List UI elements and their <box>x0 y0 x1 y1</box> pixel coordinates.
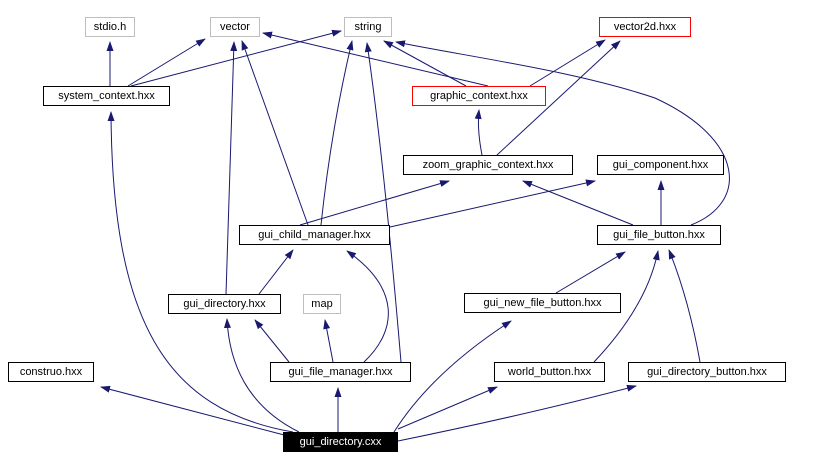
edge-gui_new_file_button.hxx-to-gui_file_button.hxx <box>556 252 625 293</box>
node-gui_file_manager.hxx[interactable]: gui_file_manager.hxx <box>270 362 411 382</box>
node-stdio.h: stdio.h <box>85 17 135 37</box>
node-zoom_graphic_context.hxx[interactable]: zoom_graphic_context.hxx <box>403 155 573 175</box>
edge-gui_directory.cxx-to-system_context.hxx <box>111 112 293 432</box>
node-gui_file_button.hxx[interactable]: gui_file_button.hxx <box>597 225 721 245</box>
node-graphic_context.hxx[interactable]: graphic_context.hxx <box>412 86 546 106</box>
node-world_button.hxx[interactable]: world_button.hxx <box>494 362 605 382</box>
edge-gui_child_manager.hxx-to-vector <box>242 41 308 225</box>
edge-gui_child_manager.hxx-to-gui_component.hxx <box>390 181 595 227</box>
node-gui_child_manager.hxx[interactable]: gui_child_manager.hxx <box>239 225 390 245</box>
node-gui_new_file_button.hxx[interactable]: gui_new_file_button.hxx <box>464 293 621 313</box>
edge-gui_directory.hxx-to-gui_child_manager.hxx <box>259 250 293 294</box>
node-construo.hxx[interactable]: construo.hxx <box>8 362 94 382</box>
node-system_context.hxx[interactable]: system_context.hxx <box>43 86 170 106</box>
node-string: string <box>344 17 392 37</box>
edge-gui_child_manager.hxx-to-string <box>321 41 352 225</box>
edge-gui_file_manager.hxx-to-map <box>325 320 333 362</box>
edge-gui_file_button.hxx-to-string <box>396 42 729 225</box>
edge-graphic_context.hxx-to-vector2d.hxx <box>530 40 605 86</box>
node-gui_directory.cxx: gui_directory.cxx <box>283 432 398 452</box>
edge-system_context.hxx-to-string <box>131 31 341 86</box>
edge-system_context.hxx-to-vector <box>128 39 205 86</box>
edge-gui_directory_button.hxx-to-gui_file_button.hxx <box>669 250 700 362</box>
node-gui_directory_button.hxx[interactable]: gui_directory_button.hxx <box>628 362 786 382</box>
edge-graphic_context.hxx-to-vector <box>263 33 488 86</box>
edge-zoom_graphic_context.hxx-to-graphic_context.hxx <box>478 110 482 155</box>
edge-gui_file_manager.hxx-to-string <box>367 43 401 362</box>
edge-gui_directory.cxx-to-construo.hxx <box>101 387 288 436</box>
node-map: map <box>303 294 341 314</box>
edge-gui_file_button.hxx-to-zoom_graphic_context.hxx <box>523 181 633 225</box>
edge-gui_file_manager.hxx-to-gui_child_manager.hxx <box>347 251 388 362</box>
node-gui_directory.hxx[interactable]: gui_directory.hxx <box>168 294 281 314</box>
node-vector: vector <box>210 17 260 37</box>
edge-gui_directory.hxx-to-vector <box>226 42 234 294</box>
node-gui_component.hxx[interactable]: gui_component.hxx <box>597 155 724 175</box>
node-vector2d.hxx[interactable]: vector2d.hxx <box>599 17 691 37</box>
edge-gui_file_manager.hxx-to-gui_directory.hxx <box>255 320 289 362</box>
